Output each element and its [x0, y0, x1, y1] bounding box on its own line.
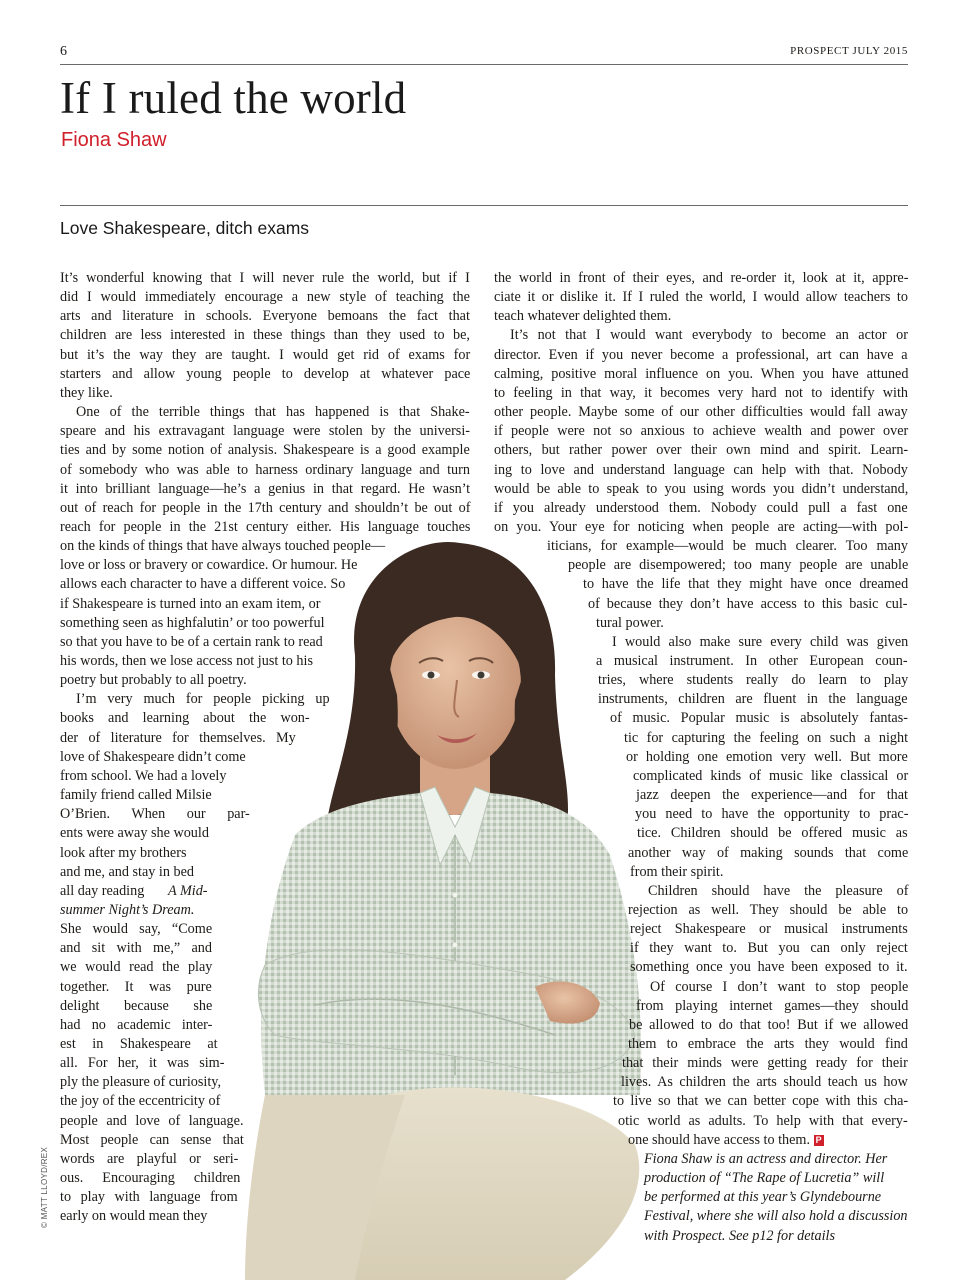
text-line: them to embrace the arts they would find — [628, 1036, 908, 1052]
text-line: jazz deepen the experience—and for that — [636, 787, 908, 804]
text-line: early on would mean they — [60, 1208, 208, 1225]
text-line: ing to love and understand language can help with that. Nobody — [494, 461, 908, 478]
text-line: teach whatever delighted them. — [494, 308, 672, 325]
text-line: if Shakespeare is turned into an exam item, or — [60, 595, 321, 612]
text-line: the world in front of their eyes, and re-order it, look at it, appre- — [494, 270, 909, 286]
text-line: ous. Encouraging children — [60, 1170, 241, 1187]
text-line: iticians, for example—would be much clearer. Too many — [547, 538, 908, 555]
text-line: from school. We had a lovely — [60, 767, 227, 784]
text-line: look after my brothers — [60, 844, 187, 861]
text-line: with Prospect. See p12 for details — [644, 1227, 835, 1244]
text-line: production of “The Rape of Lucretia” will — [644, 1170, 885, 1187]
text-line: Fiona Shaw is an actress and director. Her — [644, 1150, 888, 1167]
text-line: It’s wonderful knowing that I will never rule the world, but if I — [60, 270, 470, 286]
text-line: you need to have the opportunity to prac- — [635, 806, 909, 823]
text-line: something seen as highfalutin’ or too powerful — [60, 614, 325, 631]
text-line: to play with language from — [60, 1189, 238, 1206]
text-line: love or loss or bravery or cowardice. Or humour. He — [60, 557, 358, 574]
text-line: on the kinds of things that have always touched people— — [60, 538, 386, 555]
standfirst-rule — [60, 205, 908, 206]
text-line: be performed at this year’s Glyndebourne — [644, 1189, 882, 1206]
text-line: had no academic inter- — [60, 1016, 213, 1033]
text-line: love of Shakespeare didn’t come — [60, 748, 246, 765]
text-line: from their spirit. — [630, 863, 724, 880]
text-line: Most people can sense that — [60, 1131, 244, 1148]
text-line: if you already understood them. Nobody could pull a fast one — [494, 499, 908, 516]
text-line: der of literature for themselves. My — [60, 729, 296, 746]
text-line: ciate it or dislike it. If I ruled the world, I would allow teachers to — [494, 289, 908, 306]
text-line: they like. — [60, 384, 113, 401]
text-line: tice. Children should be offered music as — [637, 825, 908, 842]
text-line: tries, where students really do learn to play — [598, 672, 909, 689]
text-line: other people. Maybe some of our other difficulties would fall away — [494, 404, 908, 421]
text-line: together. It was pure — [60, 978, 212, 995]
text-line: complicated kinds of music like classical or — [633, 767, 909, 784]
text-line: ties and by some notion of analysis. Shakespeare is a good example — [60, 442, 470, 459]
text-line: out of reach for people in the 17th century and shouldn’t be out of — [60, 499, 471, 516]
text-line: others, but rather power over their own mind and spirit. Learn- — [494, 442, 909, 459]
page-number: 6 — [60, 44, 68, 59]
text-line: or holding one emotion very well. But more — [626, 748, 908, 765]
article-title: If I ruled the world — [60, 73, 407, 123]
text-line: did I would immediately encourage a new style of teaching the — [60, 289, 470, 306]
text-line: of somebody who was able to harness ordinary language and turn — [60, 461, 470, 478]
text-line: we would read the play — [60, 959, 213, 976]
text-line: Children should have the pleasure of — [648, 882, 909, 899]
text-line: of music. Popular music is absolutely fantas- — [610, 710, 908, 727]
text-line: if people were not so anxious to achieve wealth and power over — [494, 423, 909, 440]
text-line: instruments, children are fluent in the language — [598, 691, 908, 708]
text-line: so that you have to be of a certain rank to read — [60, 633, 323, 650]
issue-label: PROSPECT JULY 2015 — [790, 45, 908, 57]
text-line: something once you have been exposed to it. — [630, 959, 908, 976]
text-line: to have the life that they might have once dreamed — [583, 576, 909, 593]
text-line: tic for capturing the feeling on such a night — [624, 729, 909, 746]
text-line: the joy of the eccentricity of — [60, 1093, 221, 1110]
end-mark-icon: P — [815, 1134, 822, 1145]
text-line: director. Even if you never become a professional, art can have a — [494, 346, 908, 363]
text-line: starters and allow young people to develop at whatever pace — [60, 365, 471, 382]
photo-credit: © MATT LLOYD/REX — [40, 1146, 49, 1228]
text-line: children are less interested in these things than they used to be, — [60, 327, 470, 344]
text-line: I’m very much for people picking up — [76, 691, 330, 708]
text-line: one should have access to them. P — [628, 1131, 822, 1148]
text-line: if they want to. But you can only reject — [630, 940, 908, 957]
author-byline: Fiona Shaw — [61, 129, 167, 151]
text-line: on you. Your eye for noticing when people are acting—with pol- — [494, 518, 909, 535]
text-line: reject Shakespeare or musical instruments — [630, 921, 908, 938]
text-line: a musical instrument. In other European coun- — [596, 653, 908, 669]
text-line: poetry but probably to all poetry. — [60, 672, 247, 689]
text-line: that their minds were getting ready for their — [622, 1055, 908, 1072]
text-line: of because they don’t have access to this basic cul- — [588, 595, 908, 612]
text-line: it into brilliant language—he’s a genius in that regard. He wasn’t — [60, 480, 471, 497]
text-line: One of the terrible things that has happened is that Shake- — [76, 404, 470, 421]
top-rule — [60, 64, 908, 65]
text-line: Of course I don’t want to stop people — [650, 978, 909, 995]
text-line: and sit with me,” and — [60, 940, 212, 957]
text-line: est in Shakespeare at — [60, 1036, 218, 1052]
text-line: summer Night’s Dream. — [60, 901, 195, 918]
text-line: books and learning about the won- — [60, 710, 310, 727]
text-line: all. For her, it was sim- — [60, 1055, 225, 1072]
text-line: another way of making sounds that come — [628, 844, 909, 861]
text-line: speare and his extravagant language were stolen by the universi- — [60, 423, 470, 440]
text-line: ply the pleasure of curiosity, — [60, 1074, 222, 1091]
text-line: people are disempowered; too many people are unable — [568, 557, 909, 574]
text-line: ents were away she would — [60, 825, 209, 842]
text-line: his words, then we lose access not just to his — [60, 653, 313, 669]
text-line: to feeling in that way, it becomes very hard not to identify with — [494, 384, 909, 401]
text-line: be allowed to do that too! But if we allowed — [629, 1016, 909, 1033]
text-line: people and love of language. — [60, 1112, 244, 1129]
text-line: and me, and stay in bed — [60, 863, 194, 880]
text-line: words are playful or seri- — [60, 1150, 239, 1167]
text-line: otic world as adults. To help with that every- — [618, 1112, 908, 1129]
text-line: I would also make sure every child was given — [612, 633, 909, 650]
text-line: It’s not that I would want everybody to become an actor or — [510, 327, 908, 344]
text-line: allows each character to have a different voice. So — [60, 576, 346, 593]
text-line: family friend called Milsie — [60, 787, 212, 804]
text-line: from playing internet games—they should — [636, 997, 909, 1014]
text-line: to live so that we can better cope with this cha- — [613, 1093, 909, 1110]
text-line: rejection as well. They should be able to — [628, 901, 909, 918]
text-line: delight because she — [60, 997, 213, 1014]
text-line: but it’s the way they are taught. I would get rid of exams for — [60, 346, 471, 363]
text-line: lives. As children the arts should teach us how — [621, 1074, 908, 1091]
text-line: She would say, “Come — [60, 921, 213, 938]
text-line: Festival, where she will also hold a discussion — [644, 1208, 908, 1225]
text-line: O’Brien. When our par- — [60, 806, 250, 823]
text-line: arts and literature in schools. Everyone bemoans the fact that — [60, 308, 470, 325]
text-line: reach for people in the 21st century either. His language touches — [60, 518, 471, 535]
text-line: A Mid- — [168, 882, 208, 899]
text-line: would be able to speak to you using words you didn’t understand, — [494, 480, 909, 497]
text-line: all day reading — [60, 882, 145, 899]
text-line: calming, positive moral influence on you. When you have attuned — [494, 365, 909, 382]
text-line: tural power. — [596, 614, 664, 631]
standfirst: Love Shakespeare, ditch exams — [60, 218, 310, 238]
